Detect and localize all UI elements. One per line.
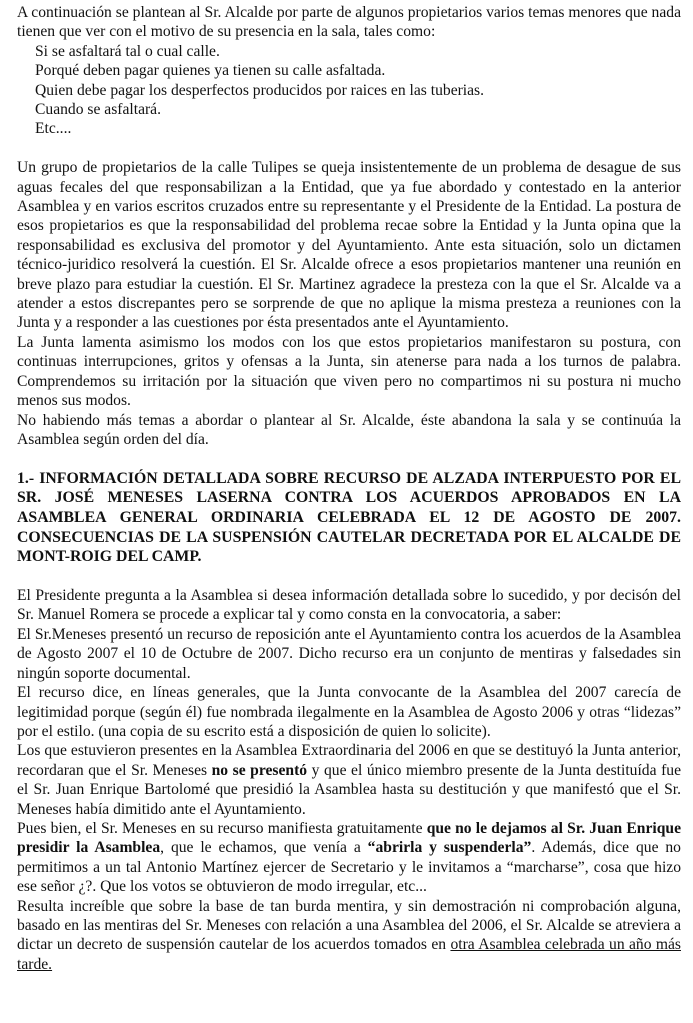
text-run: Resulta increíble que sobre la base de tan burda mentira, y sin demostración ni comprobación alguna, basado en las mentiras del Sr. Meneses con relación a una Asamblea del 2006, el Sr. Alcalde se atreviera a dictar un decreto de suspensión cautelar de los acuerdos tomados en <box>17 897 681 954</box>
resulta-increible-paragraph <box>17 897 681 975</box>
spacer <box>17 139 681 158</box>
section-heading: 1.- INFORMACIÓN DETALLADA SOBRE RECURSO DE ALZADA INTERPUESTO POR EL SR. JOSÉ MENESES LASERNA CONTRA LOS ACUERDOS APROBADOS EN LA ASAMBLEA GENERAL ORDINARIA CELEBRADA EL 12 DE AGOSTO DE 2007. CONSECUENCIAS DE LA SUSPENSIÓN CAUTELAR DECRETADA POR EL ALCALDE DE MONT-ROIG DEL CAMP. <box>17 469 681 566</box>
underlined-phrase: otra Asamblea celebrada un año más tarde. <box>17 936 681 973</box>
intro-topic-list <box>17 42 681 139</box>
list-item: Si se asfaltará tal o cual calle. <box>35 42 220 60</box>
intro-paragraph: A continuación se plantean al Sr. Alcalde por parte de algunos propietarios varios temas menores que nada tienen que ver con el motivo de su presencia en la sala, tales como: <box>17 4 681 41</box>
text-run: . Además, dice que no permitimos a un tal Antonio Martínez ejercer de Secretario y le invitamos a “marcharse”, cosa que hizo ese señor ¿?. Que los votos se obtuvieron de modo irregular, etc... <box>17 839 681 896</box>
text-run: Pues bien, el Sr. Meneses en su recurso manifiesta gratuitamente <box>17 819 427 837</box>
text-run: Los que estuvieron presentes en la Asamblea Extraordinaria del 2006 en que se destituyó la Junta anterior, recordaran que el Sr. Meneses <box>17 742 681 779</box>
bold-phrase: no se presentó <box>211 761 308 779</box>
list-item: Etc.... <box>35 120 72 138</box>
list-item: Cuando se asfaltará. <box>35 101 161 119</box>
spacer <box>17 567 681 586</box>
asamblea-2006-paragraph <box>17 741 681 819</box>
recurso-dice-paragraph: El recurso dice, en líneas generales, que la Junta convocante de la Asamblea del 2007 carecía de legitimidad porque (según él) fue nombrada ilegalmente en la Asamblea de Agosto 2006 y otras “lidezas” por el estilo. (una copia de su escrito está a disposición de quien lo solicite). <box>17 684 681 740</box>
text-run: , que le echamos, que venía a <box>160 839 368 857</box>
recurso-paragraph: El Sr.Meneses presentó un recurso de reposición ante el Ayuntamiento contra los acuerdos de la Asamblea de Agosto 2007 el 10 de Octubre de 2007. Dicho recurso era un conjunto de mentiras y falsedades sin ningún soporte documental. <box>17 625 681 682</box>
text-run: y que el único miembro presente de la Junta destituída fue el Sr. Juan Enrique Bartolomé que presidió la Asamblea hasta su destitución y que manifestó que el Sr. Meneses había dimitido ante el Ayuntamiento. <box>17 761 681 818</box>
alcalde-leaves-paragraph: No habiendo más temas a abordar o plantear al Sr. Alcalde, éste abandona la sala y se continuúa la Asamblea según orden del día. <box>17 411 681 448</box>
presidente-paragraph: El Presidente pregunta a la Asamblea si desea información detallada sobre lo sucedido, y por decisón del Sr. Manuel Romera se procede a explicar tal y como consta en la convocatoria, a saber: <box>17 587 681 624</box>
junta-modos-paragraph: La Junta lamenta asimismo los modos con los que estos propietarios manifestaron su postura, con continuas interrupciones, gritos y ofensas a la Junta, sin atenerse para nada a los turnos de palabra. Comprendemos su irritación por la situación que viven pero no compartimos ni su postura ni mucho menos sus modos. <box>17 333 681 410</box>
list-item: Quien debe pagar los desperfectos producidos por raices en las tuberias. <box>35 81 485 99</box>
list-item: Porqué deben pagar quienes ya tienen su calle asfaltada. <box>35 62 386 80</box>
bold-quote: “abrirla y suspenderla” <box>367 839 532 857</box>
pues-bien-paragraph <box>17 819 681 897</box>
spacer <box>17 449 681 468</box>
bold-phrase: que no le dejamos al Sr. Juan Enrique presidir la Asamblea <box>17 819 681 857</box>
tulipes-paragraph: Un grupo de propietarios de la calle Tulipes se queja insistentemente de un problema de desague de sus aguas fecales del que responsabilizan a la Entidad, que ya fue abordado y contestado en la anterior Asamblea y en varios escritos cruzados entre su representante y el Presidente de la Entidad. La postura de esos propietarios es que la responsabilidad del problema recae sobre la Entidad y la Junta opina que la responsabilidad es exclusiva del promotor y del Ayuntamiento. Ante esta situación, solo un dictamen técnico-juridico resolverá la cuestión. El Sr. Alcalde ofrece a esos propietarios mantener una reunión en breve plazo para estudiar la cuestión. El Sr. Martinez agradece la presteza con la que el Sr. Alcalde va a atender a estos discrepantes pero se sorprende de que no aplique la misma presteza a reuniones con la Junta y a responder a las cuestiones por ésta presentados ante el Ayuntamiento. <box>17 159 681 332</box>
